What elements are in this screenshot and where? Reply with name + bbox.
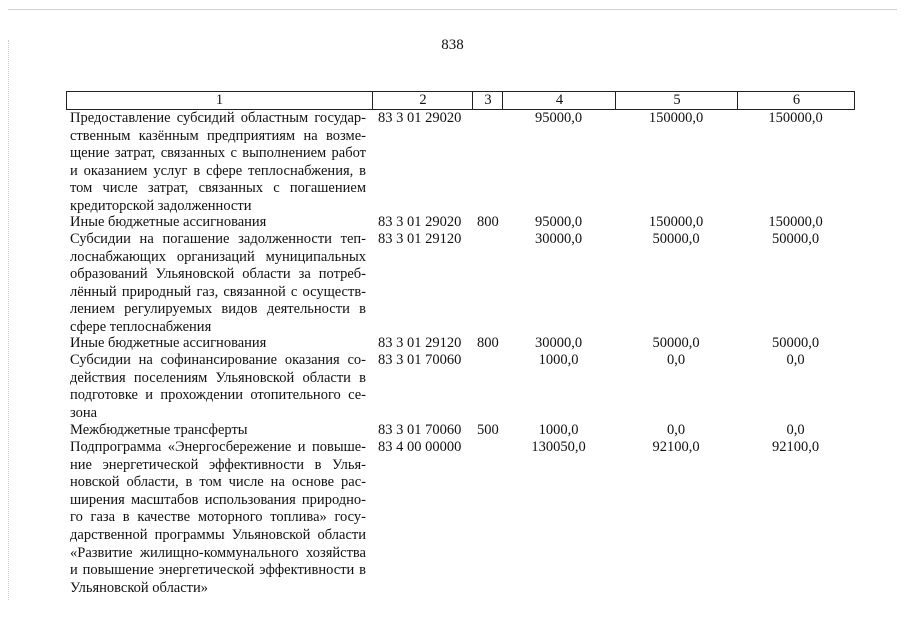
row-value-col5: 50000,0 <box>652 231 700 247</box>
row-value-col4: 30000,0 <box>534 231 583 247</box>
row-value-col4: 95000,0 <box>534 110 583 126</box>
row-target-code: 83 3 01 29020 <box>378 110 462 126</box>
column-header-2: 2 <box>372 92 473 109</box>
row-value-col6: 50000,0 <box>771 335 820 351</box>
row-description: Предоставление субсидий областным государ-ственным казённым предприятиям на возме-щение затрат, связанных с выполнением работ и оказанием услуг в сфере теплоснабжения, в том числе затрат, связанных с погашением кредиторской задолженности <box>70 110 366 214</box>
row-value-col6: 50000,0 <box>771 231 820 247</box>
row-description: Субсидии на софинансирование оказания со-действия поселениям Ульяновской области в подготовке и прохождении отопительного се-зона <box>70 352 366 421</box>
row-description: Подпрограмма «Энергосбережение и повыше-ние энергетической эффективности в Улья-новской области, в том числе на основе рас-ширения масштабов использования природно-го газа в качестве моторного топлива» госу-дарственной программы Ульяновской области «Развитие жилищно-коммунального хозяйства и повышение энергетической эффективности в Ульяновской области» <box>70 439 366 596</box>
row-value-col6: 0,0 <box>786 422 805 438</box>
row-value-col5: 50000,0 <box>652 335 700 351</box>
row-value-col5: 150000,0 <box>648 110 704 126</box>
scan-edge-line <box>8 9 897 10</box>
row-value-col6: 0,0 <box>786 352 805 368</box>
table-header <box>66 91 855 110</box>
row-description: Иные бюджетные ассигнования <box>70 214 267 230</box>
row-value-col5: 150000,0 <box>648 214 704 230</box>
page-number: 838 <box>441 37 464 53</box>
row-target-code: 83 4 00 00000 <box>378 439 462 455</box>
row-value-col4: 130050,0 <box>531 439 586 455</box>
column-header-4: 4 <box>502 92 616 109</box>
row-value-col4: 95000,0 <box>534 214 583 230</box>
row-description: Субсидии на погашение задолженности теп-лоснабжающих организаций муниципальных образований Ульяновской области за потреб-лённый природный газ, связанной с осуществ-лением регулируемых видов деятельности в сфере теплоснабжения <box>70 231 366 335</box>
row-value-col4: 30000,0 <box>534 335 583 351</box>
scan-edge-line <box>8 40 9 600</box>
row-value-col5: 0,0 <box>666 422 686 438</box>
row-target-code: 83 3 01 29120 <box>378 335 462 351</box>
column-header-6: 6 <box>737 92 855 109</box>
column-header-1: 1 <box>215 92 224 108</box>
row-target-code: 83 3 01 29120 <box>378 231 462 247</box>
row-value-col6: 92100,0 <box>771 439 820 455</box>
row-expense-type: 800 <box>477 335 499 351</box>
column-header-3: 3 <box>472 92 503 109</box>
row-target-code: 83 3 01 29020 <box>378 214 462 230</box>
row-target-code: 83 3 01 70060 <box>378 422 462 438</box>
row-value-col5: 92100,0 <box>652 439 700 455</box>
row-description: Межбюджетные трансферты <box>70 422 248 438</box>
row-target-code: 83 3 01 70060 <box>378 352 462 368</box>
row-value-col4: 1000,0 <box>538 352 579 368</box>
row-value-col6: 150000,0 <box>768 110 823 126</box>
row-value-col5: 0,0 <box>666 352 686 368</box>
row-expense-type: 800 <box>477 214 499 230</box>
row-expense-type: 500 <box>477 422 499 438</box>
row-value-col6: 150000,0 <box>768 214 823 230</box>
column-header-5: 5 <box>615 92 738 109</box>
row-description: Иные бюджетные ассигнования <box>70 335 267 351</box>
row-value-col4: 1000,0 <box>538 422 579 438</box>
